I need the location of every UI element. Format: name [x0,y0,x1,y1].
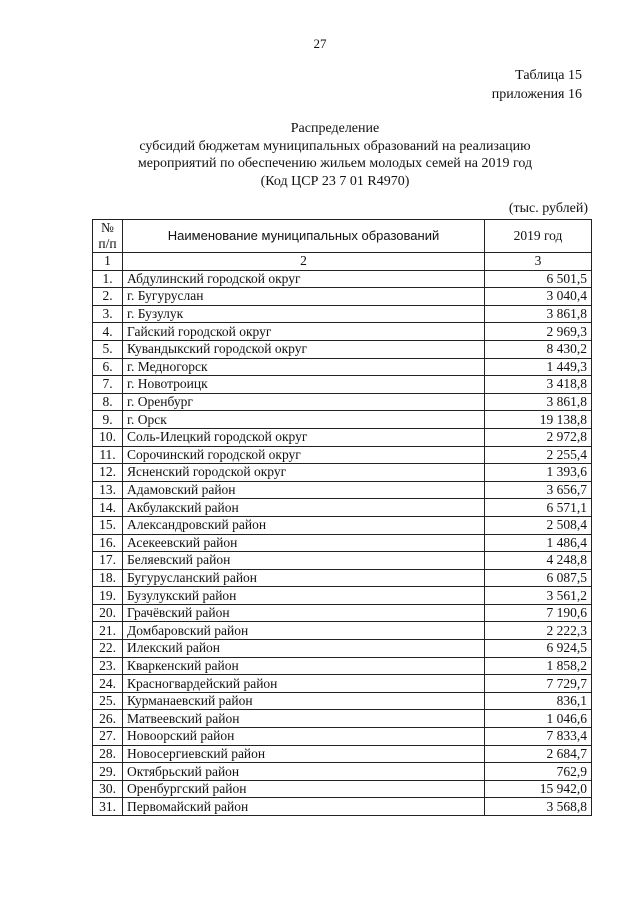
row-number: 16. [93,534,123,552]
row-name: Курманаевский район [123,692,485,710]
row-name: Илекский район [123,640,485,658]
page-number: 27 [313,36,327,51]
table-row [93,305,592,323]
row-number: 22. [93,640,123,658]
row-name: Грачёвский район [123,604,485,622]
row-value: 4 248,8 [485,552,592,570]
header-year: 2019 год [485,220,592,253]
row-name: г. Новотроицк [123,376,485,394]
row-value: 3 861,8 [485,305,592,323]
row-name: Новоорский район [123,728,485,746]
row-value: 7 190,6 [485,604,592,622]
row-name: Октябрьский район [123,763,485,781]
table-reference [492,66,582,104]
table-row [93,358,592,376]
row-name: Новосергиевский район [123,745,485,763]
table-row [93,376,592,394]
table-row [93,340,592,358]
row-name: Ясненский городской округ [123,464,485,482]
row-value: 2 508,4 [485,516,592,534]
table-row [93,745,592,763]
header-number [93,220,123,253]
row-name: г. Бугуруслан [123,288,485,306]
table-header-row [93,220,592,253]
row-number: 17. [93,552,123,570]
column-number-2: 2 [123,253,485,271]
row-name: Кувандыкский городской округ [123,340,485,358]
row-value: 2 684,7 [485,745,592,763]
row-number: 1. [93,270,123,288]
row-number: 2. [93,288,123,306]
table-row [93,481,592,499]
row-value: 8 430,2 [485,340,592,358]
row-value: 3 568,8 [485,798,592,816]
table-row [93,464,592,482]
table-row [93,604,592,622]
table-row [93,499,592,517]
row-value: 3 561,2 [485,587,592,605]
row-name: Адамовский район [123,481,485,499]
table-row [93,393,592,411]
table-row [93,288,592,306]
row-name: г. Орск [123,411,485,429]
header-number-abbrev: п/п [98,236,117,251]
row-number: 5. [93,340,123,358]
heading-line-1: Распределение [290,121,380,136]
row-value: 1 486,4 [485,534,592,552]
row-value: 19 138,8 [485,411,592,429]
row-value: 2 255,4 [485,446,592,464]
heading-line-2: субсидий бюджетам муниципальных образований на реализацию [139,138,531,154]
table-row [93,763,592,781]
row-value: 2 969,3 [485,323,592,341]
row-value: 762,9 [485,763,592,781]
row-name: Сорочинский городской округ [123,446,485,464]
table-row [93,657,592,675]
table-row [93,552,592,570]
table-row [93,569,592,587]
row-number: 30. [93,780,123,798]
row-value: 6 087,5 [485,569,592,587]
row-name: Александровский район [123,516,485,534]
row-number: 10. [93,428,123,446]
row-name: Асекеевский район [123,534,485,552]
row-number: 8. [93,393,123,411]
row-name: Бугурусланский район [123,569,485,587]
table-row [93,587,592,605]
table-ref-line: Таблица 15 [515,68,582,83]
table-row [93,728,592,746]
table-row [93,446,592,464]
row-value: 1 449,3 [485,358,592,376]
subsidy-table [92,219,592,816]
row-number: 19. [93,587,123,605]
row-value: 15 942,0 [485,780,592,798]
table-row [93,270,592,288]
row-name: Матвеевский район [123,710,485,728]
row-value: 3 861,8 [485,393,592,411]
row-name: г. Бузулук [123,305,485,323]
row-value: 6 501,5 [485,270,592,288]
row-name: Гайский городской округ [123,323,485,341]
row-value: 6 571,1 [485,499,592,517]
column-number-1: 1 [93,253,123,271]
row-value: 3 656,7 [485,481,592,499]
row-name: Абдулинский городской округ [123,270,485,288]
row-number: 23. [93,657,123,675]
table-row [93,780,592,798]
row-name: Красногвардейский район [123,675,485,693]
column-number-3: 3 [485,253,592,271]
row-number: 24. [93,675,123,693]
table-row [93,323,592,341]
row-name: Бузулукский район [123,587,485,605]
row-value: 6 924,5 [485,640,592,658]
column-number-row [93,253,592,271]
row-value: 836,1 [485,692,592,710]
row-number: 31. [93,798,123,816]
row-name: Домбаровский район [123,622,485,640]
table-row [93,428,592,446]
table-row [93,710,592,728]
row-number: 18. [93,569,123,587]
row-number: 28. [93,745,123,763]
document-heading [0,120,640,190]
row-number: 27. [93,728,123,746]
table-row [93,411,592,429]
header-name: Наименование муниципальных образований [123,220,485,253]
row-number: 9. [93,411,123,429]
table-row [93,534,592,552]
table-row [93,622,592,640]
row-name: Кваркенский район [123,657,485,675]
row-name: Первомайский район [123,798,485,816]
row-number: 6. [93,358,123,376]
heading-line-4: (Код ЦСР 23 7 01 R4970) [260,173,410,189]
row-number: 13. [93,481,123,499]
row-name: Беляевский район [123,552,485,570]
row-name: Акбулакский район [123,499,485,517]
table-row [93,692,592,710]
heading-line-3: мероприятий по обеспечению жильем молодых семей на 2019 год [137,156,533,171]
row-value: 7 833,4 [485,728,592,746]
row-value: 1 393,6 [485,464,592,482]
units-label: (тыс. рублей) [508,201,588,216]
row-number: 26. [93,710,123,728]
row-number: 25. [93,692,123,710]
row-value: 2 222,3 [485,622,592,640]
row-number: 21. [93,622,123,640]
table-row [93,516,592,534]
row-value: 3 418,8 [485,376,592,394]
table-row [93,640,592,658]
row-name: Соль-Илецкий городской округ [123,428,485,446]
row-number: 15. [93,516,123,534]
row-value: 3 040,4 [485,288,592,306]
table-row [93,798,592,816]
row-name: г. Оренбург [123,393,485,411]
row-value: 2 972,8 [485,428,592,446]
table-row [93,675,592,693]
row-number: 12. [93,464,123,482]
row-value: 1 046,6 [485,710,592,728]
row-name: Оренбургский район [123,780,485,798]
row-number: 14. [93,499,123,517]
header-number-sign: № [101,220,114,235]
table-body [93,270,592,815]
row-number: 7. [93,376,123,394]
row-number: 11. [93,446,123,464]
row-number: 20. [93,604,123,622]
row-number: 4. [93,323,123,341]
row-name: г. Медногорск [123,358,485,376]
row-number: 29. [93,763,123,781]
row-value: 1 858,2 [485,657,592,675]
row-value: 7 729,7 [485,675,592,693]
row-number: 3. [93,305,123,323]
appendix-ref-line: приложения 16 [491,87,582,102]
